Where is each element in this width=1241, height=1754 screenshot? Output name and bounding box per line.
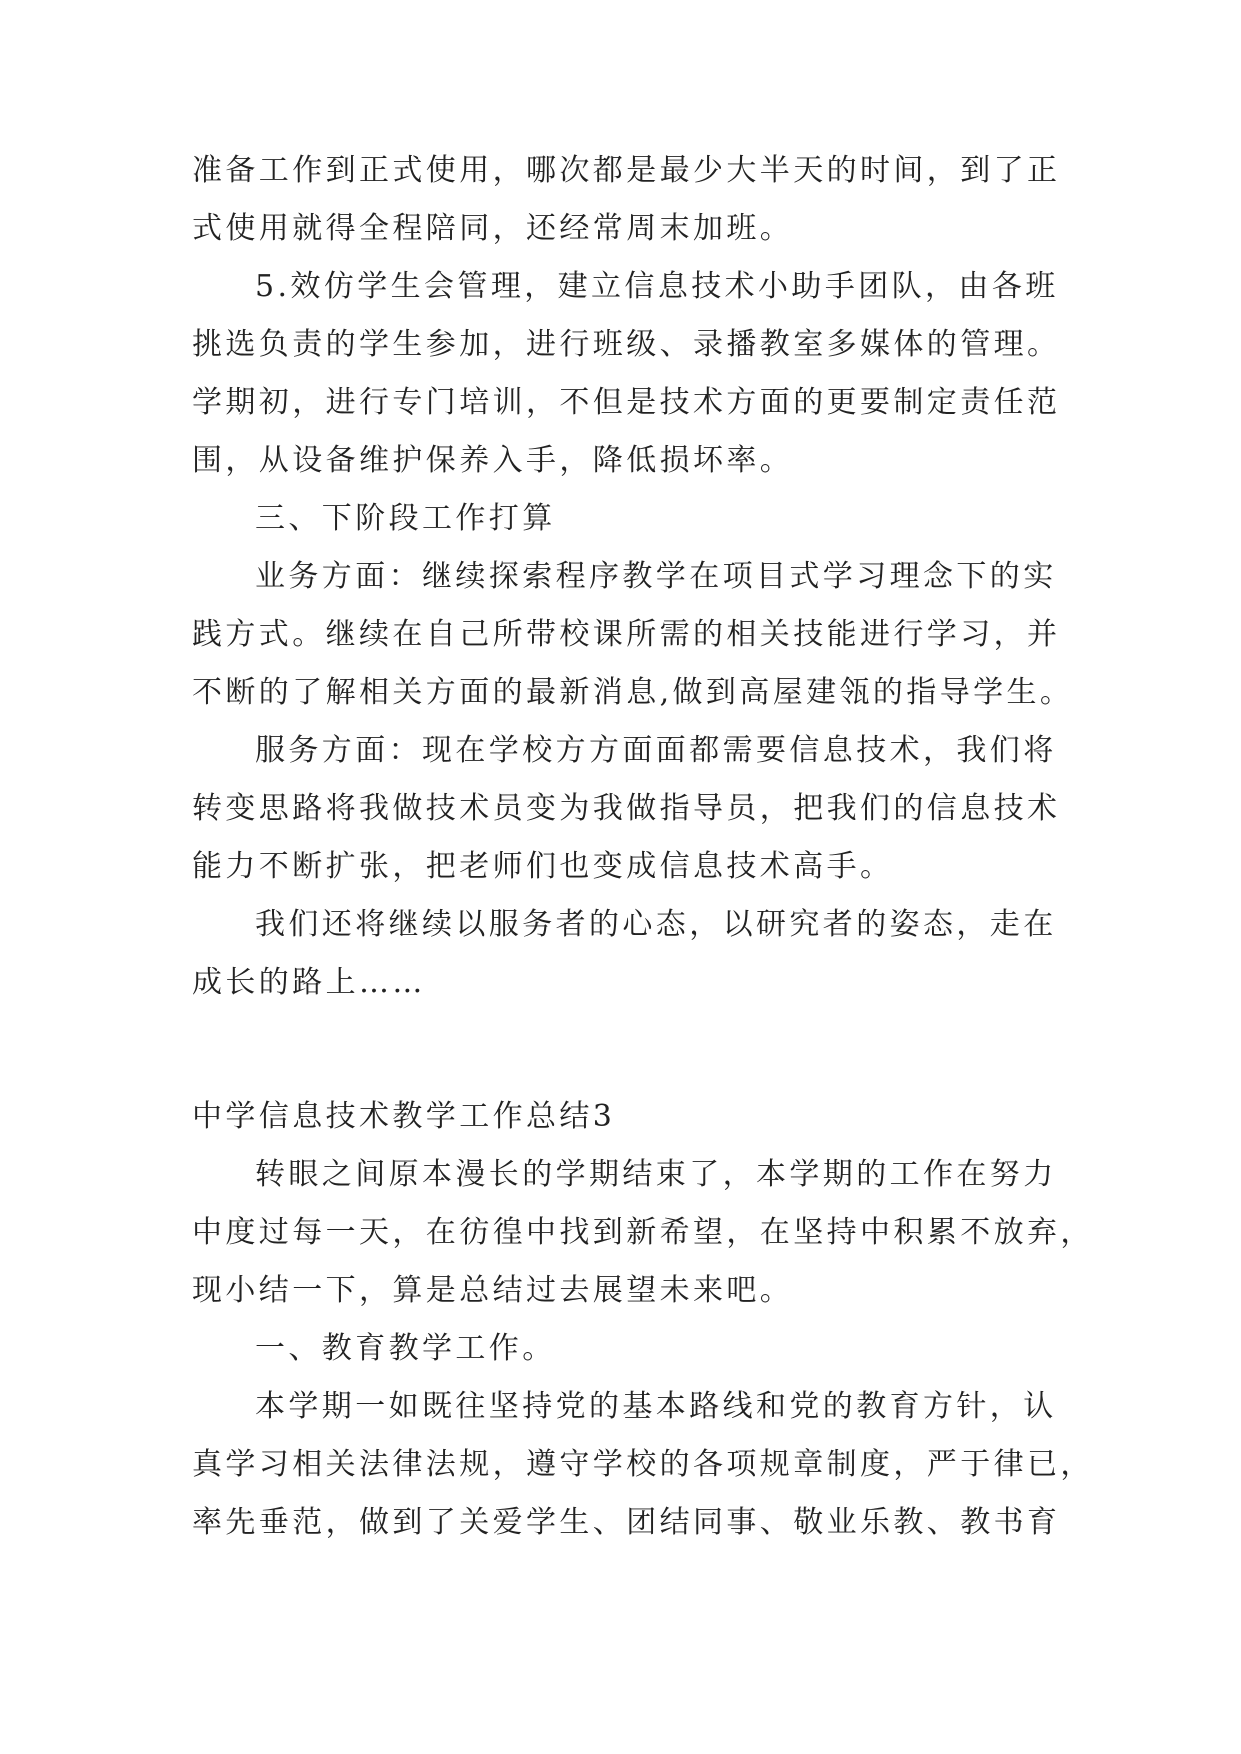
paragraph-line: 服务方面：现在学校方方面面都需要信息技术，我们将: [255, 733, 1057, 768]
paragraph-line: 围，从设备维护保养入手，降低损坏率。: [192, 443, 794, 478]
paragraph-line: 率先垂范，做到了关爱学生、团结同事、敬业乐教、教书育: [192, 1505, 1061, 1540]
paragraph-line: 业务方面：继续探索程序教学在项目式学习理念下的实: [255, 559, 1057, 594]
paragraph-line: 践方式。继续在自己所带校课所需的相关技能进行学习，并: [192, 617, 1061, 652]
paragraph-line: 准备工作到正式使用，哪次都是最少大半天的时间，到了正: [192, 153, 1061, 188]
paragraph-line: 式使用就得全程陪同，还经常周末加班。: [192, 211, 794, 246]
paragraph-line: 真学习相关法律法规，遵守学校的各项规章制度，严于律已，: [192, 1447, 1094, 1482]
document-title: 中学信息技术教学工作总结3: [192, 1099, 616, 1134]
section-heading: 一、教育教学工作。: [255, 1331, 556, 1366]
paragraph-line: 挑选负责的学生参加，进行班级、录播教室多媒体的管理。: [192, 327, 1061, 362]
paragraph-line: 不断的了解相关方面的最新消息,做到高屋建瓴的指导学生。: [192, 675, 1074, 710]
paragraph-line: 转变思路将我做技术员变为我做指导员，把我们的信息技术: [192, 791, 1061, 826]
paragraph-line: 学期初，进行专门培训，不但是技术方面的更要制定责任范: [192, 385, 1061, 420]
paragraph-line: 成长的路上……: [192, 965, 426, 1000]
paragraph-line: 5.效仿学生会管理，建立信息技术小助手团队，由各班: [255, 269, 1059, 304]
paragraph-line: 本学期一如既往坚持党的基本路线和党的教育方针，认: [255, 1389, 1057, 1424]
paragraph-line: 现小结一下，算是总结过去展望未来吧。: [192, 1273, 794, 1308]
paragraph-line: 转眼之间原本漫长的学期结束了，本学期的工作在努力: [255, 1157, 1057, 1192]
section-heading: 三、下阶段工作打算: [255, 501, 556, 536]
paragraph-line: 中度过每一天，在彷徨中找到新希望，在坚持中积累不放弃，: [192, 1215, 1094, 1250]
paragraph-line: 我们还将继续以服务者的心态，以研究者的姿态，走在: [255, 907, 1057, 942]
paragraph-line: 能力不断扩张，把老师们也变成信息技术高手。: [192, 849, 894, 884]
